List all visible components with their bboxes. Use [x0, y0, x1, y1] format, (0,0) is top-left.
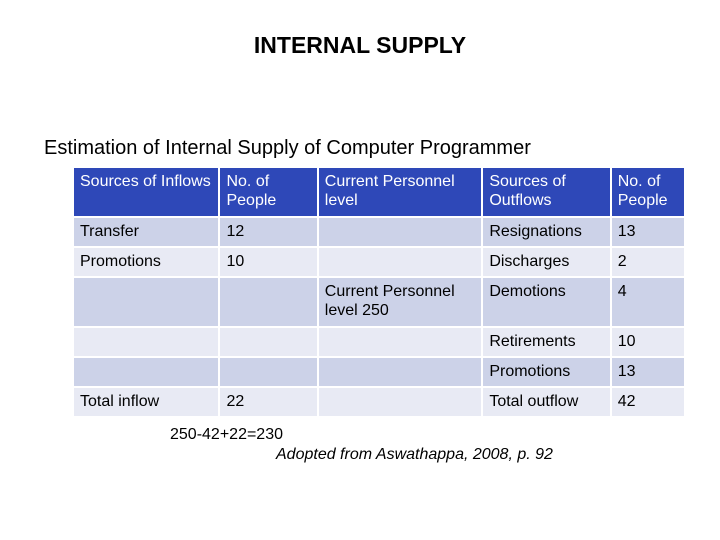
table-row	[74, 218, 684, 246]
table-cell: Promotions	[483, 358, 609, 386]
table-cell	[220, 278, 316, 326]
table-row	[74, 358, 684, 386]
header-outflow-no-of-people: No. of People	[612, 168, 684, 216]
table-cell: 42	[612, 388, 684, 416]
table-cell: 12	[220, 218, 316, 246]
table-cell: 22	[220, 388, 316, 416]
table-cell: 4	[612, 278, 684, 326]
header-sources-of-inflows: Sources of Inflows	[74, 168, 218, 216]
table-cell: 13	[612, 218, 684, 246]
table-cell: Retirements	[483, 328, 609, 356]
slide-subtitle: Estimation of Internal Supply of Computer Programmer	[44, 137, 531, 159]
table-cell	[220, 328, 316, 356]
internal-supply-table	[72, 166, 686, 418]
table-row	[74, 278, 684, 326]
table-cell	[319, 358, 482, 386]
table-cell: Resignations	[483, 218, 609, 246]
table-cell	[220, 358, 316, 386]
table-cell: Discharges	[483, 248, 609, 276]
table-cell	[319, 328, 482, 356]
table-cell: 13	[612, 358, 684, 386]
table-cell: 10	[612, 328, 684, 356]
table-cell	[74, 358, 218, 386]
table-cell	[74, 328, 218, 356]
table-cell: Total inflow	[74, 388, 218, 416]
slide-title: INTERNAL SUPPLY	[253, 32, 467, 58]
table-header-row	[74, 168, 684, 216]
table-cell	[74, 278, 218, 326]
header-current-personnel-level: Current Personnel level	[319, 168, 482, 216]
table-cell: Total outflow	[483, 388, 609, 416]
source-citation: Adopted from Aswathappa, 2008, p. 92	[276, 446, 553, 463]
table-cell: Current Personnel level 250	[319, 278, 482, 326]
calculation-text: 250-42+22=230	[170, 426, 283, 443]
table-cell: Promotions	[74, 248, 218, 276]
header-sources-of-outflows: Sources of Outflows	[483, 168, 609, 216]
table-cell	[319, 248, 482, 276]
table-cell	[319, 388, 482, 416]
table-cell: 10	[220, 248, 316, 276]
table-cell: Transfer	[74, 218, 218, 246]
table-cell	[319, 218, 482, 246]
table-row	[74, 388, 684, 416]
table-row	[74, 248, 684, 276]
table-cell: 2	[612, 248, 684, 276]
table-cell: Demotions	[483, 278, 609, 326]
table-row	[74, 328, 684, 356]
header-inflow-no-of-people: No. of People	[220, 168, 316, 216]
